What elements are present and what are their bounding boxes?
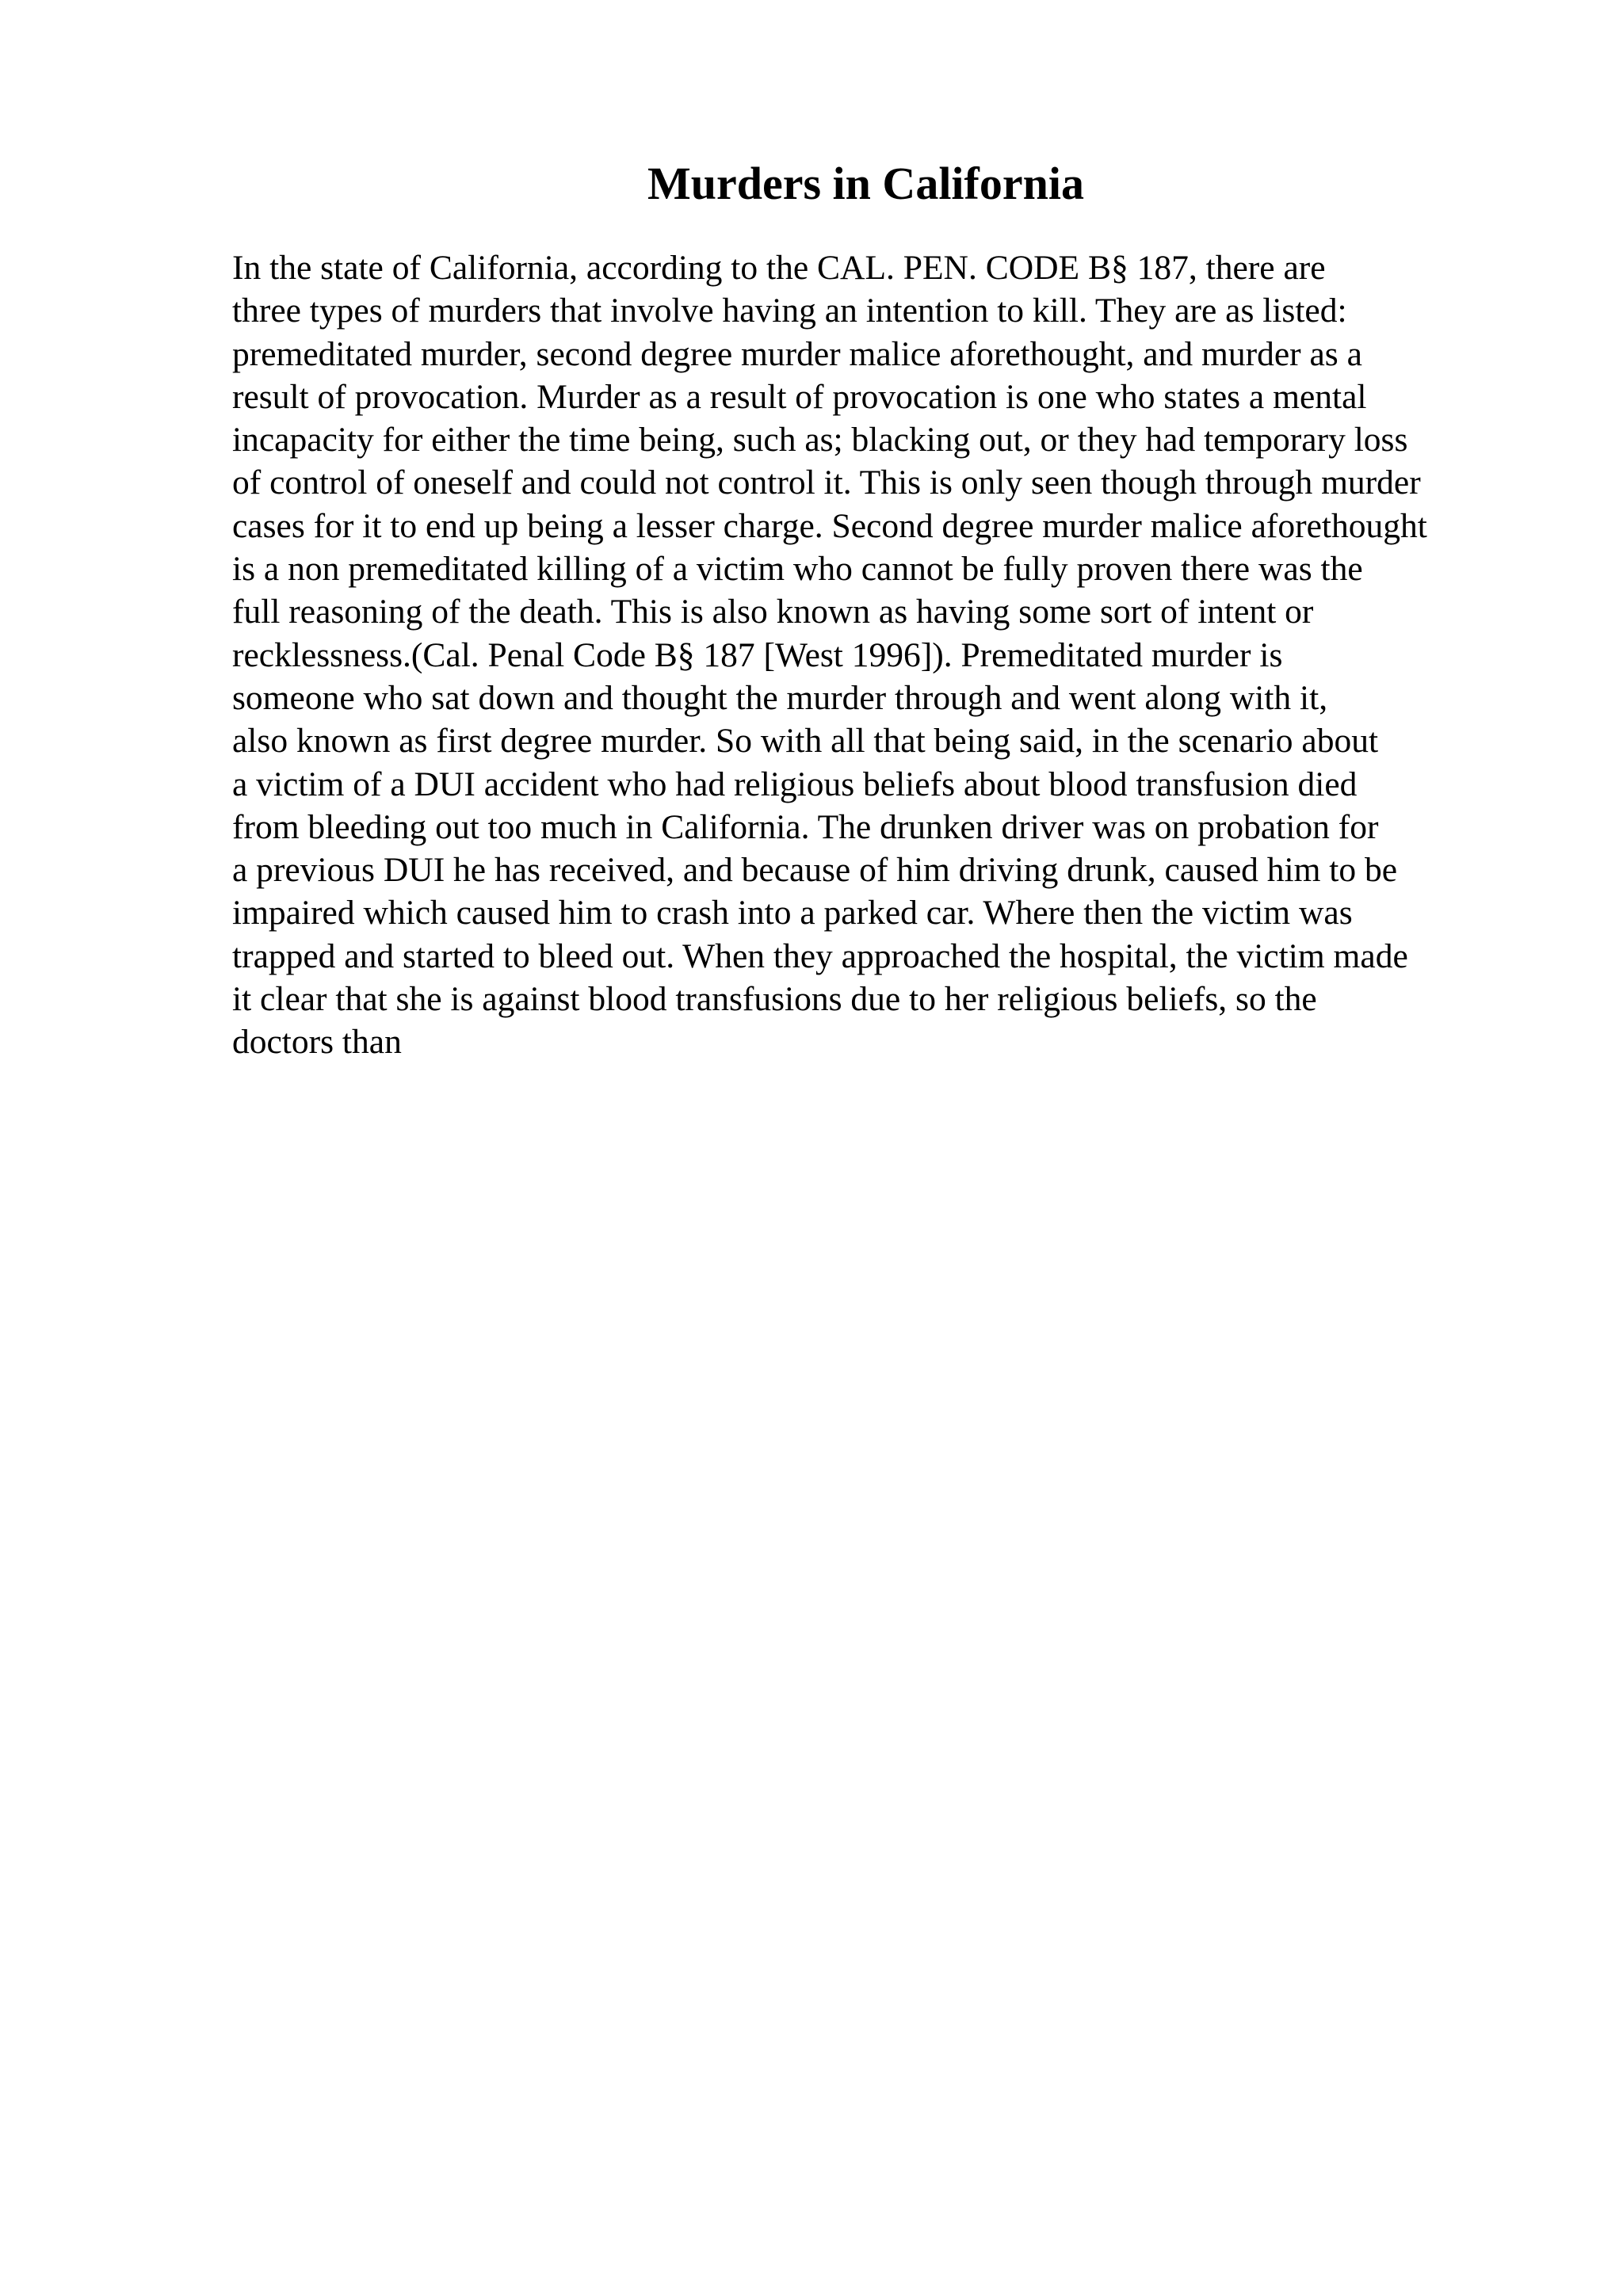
body-line: is a non premeditated killing of a victim who cannot be fully proven there was the	[232, 550, 1363, 589]
body-line: also known as first degree murder. So with all that being said, in the scenario about	[232, 722, 1379, 761]
body-line: a previous DUI he has received, and because of him driving drunk, caused him to be	[232, 851, 1398, 890]
body-line: doctors than	[232, 1023, 402, 1062]
body-line: recklessness.(Cal. Penal Code B§ 187 [West 1996]). Premeditated murder is	[232, 635, 1283, 674]
body-line: from bleeding out too much in California. The drunken driver was on probation for	[232, 807, 1379, 846]
body-line: cases for it to end up being a lesser charge. Second degree murder malice aforethought	[232, 506, 1427, 545]
body-line: of control of oneself and could not control it. This is only seen though through murder	[232, 463, 1421, 502]
document-body	[232, 246, 1611, 1064]
body-line: full reasoning of the death. This is also known as having some sort of intent or	[232, 593, 1314, 631]
body-line: it clear that she is against blood transfusions due to her religious beliefs, so the	[232, 980, 1317, 1019]
body-line: premeditated murder, second degree murder malice aforethought, and murder as a	[232, 334, 1362, 373]
body-line: impaired which caused him to crash into a parked car. Where then the victim was	[232, 894, 1353, 933]
body-line: In the state of California, according to the CAL. PEN. CODE B§ 187, there are	[232, 249, 1326, 287]
body-line: incapacity for either the time being, such as; blacking out, or they had temporary loss	[232, 421, 1408, 460]
body-line: a victim of a DUI accident who had religious beliefs about blood transfusion died	[232, 765, 1358, 803]
body-line: result of provocation. Murder as a result of provocation is one who states a mental	[232, 377, 1367, 416]
body-line: three types of murders that involve having an intention to kill. They are as listed:	[232, 292, 1347, 330]
body-line: trapped and started to bleed out. When they approached the hospital, the victim made	[232, 936, 1408, 975]
document-title: Murders in California	[647, 158, 1084, 209]
body-line: someone who sat down and thought the murder through and went along with it,	[232, 678, 1328, 717]
